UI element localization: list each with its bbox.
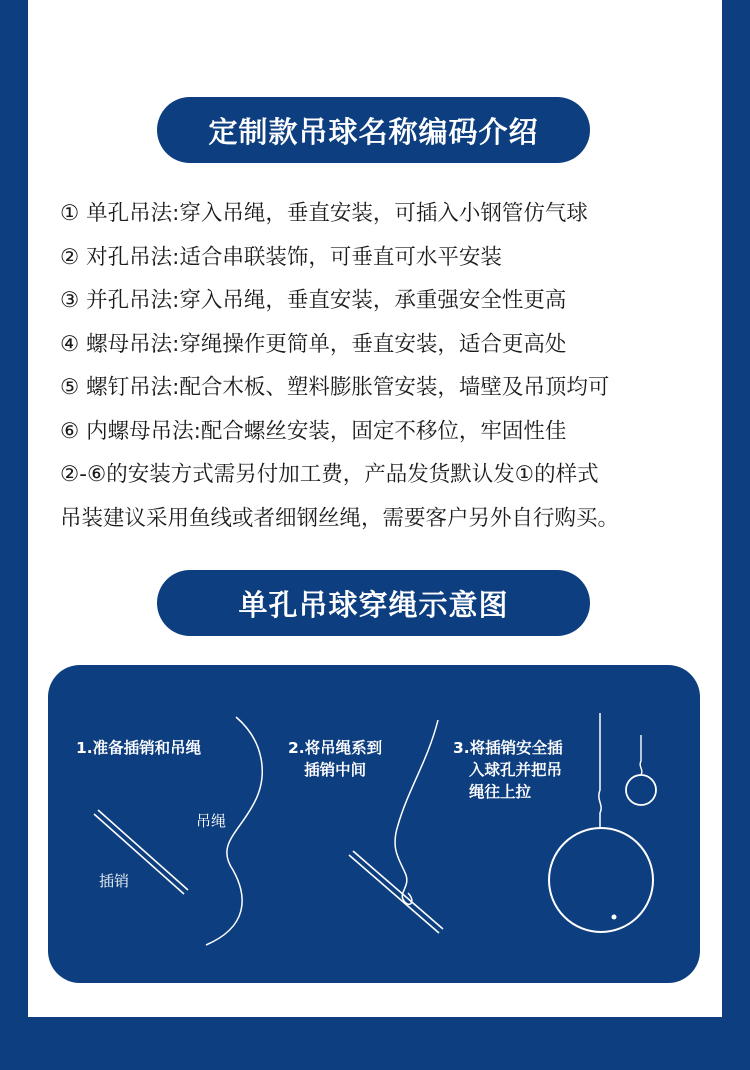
step-1-line: 1.准备插销和吊绳 bbox=[76, 739, 202, 757]
list-item: 吊装建议采用鱼线或者细钢丝绳，需要客户另外自行购买。 bbox=[60, 505, 620, 531]
step-3-line: 入球孔并把吊 bbox=[469, 761, 563, 779]
list-item: ⑥ 内螺母吊法:配合螺丝安装，固定不移位，牢固性佳 bbox=[60, 418, 567, 444]
ball-icon bbox=[549, 828, 653, 932]
step-1-text bbox=[76, 737, 201, 759]
step-2-line: 插销中间 bbox=[304, 761, 367, 779]
list-item: ④ 螺母吊法:穿绳操作更简单，垂直安装，适合更高处 bbox=[60, 331, 567, 357]
method-list bbox=[60, 192, 710, 540]
ball-rope-icon bbox=[599, 713, 601, 828]
tied-rope-icon bbox=[395, 720, 438, 904]
ball-hole-icon bbox=[612, 915, 617, 920]
rope-icon bbox=[206, 717, 262, 945]
section-title-naming-code: 定制款吊球名称编码介绍 bbox=[157, 97, 590, 163]
step-3-text bbox=[453, 737, 563, 803]
diagram-illustration bbox=[48, 665, 700, 983]
step-3-line: 绳往上拉 bbox=[469, 783, 532, 801]
list-item: ②-⑥的安装方式需另付加工费，产品发货默认发①的样式 bbox=[60, 462, 599, 487]
step-3-line: 3.将插销安全插 bbox=[453, 739, 563, 757]
list-item: ⑤ 螺钉吊法:配合木板、塑料膨胀管安装，墙壁及吊顶均可 bbox=[60, 375, 610, 400]
list-item: ② 对孔吊法:适合串联装饰，可垂直可水平安装 bbox=[60, 244, 502, 270]
threading-diagram bbox=[48, 665, 700, 983]
list-item: ① 单孔吊法:穿入吊绳，垂直安装，可插入小钢管仿气球 bbox=[60, 201, 588, 226]
section-title-threading-diagram: 单孔吊球穿绳示意图 bbox=[157, 570, 590, 636]
pin-with-rope-icon bbox=[349, 851, 443, 933]
rope-label: 吊绳 bbox=[196, 812, 227, 830]
step-2-line: 2.将吊绳系到 bbox=[288, 739, 383, 757]
small-ball-rope-icon bbox=[640, 735, 642, 775]
small-ball-icon bbox=[626, 775, 656, 805]
step-2-text bbox=[288, 737, 382, 781]
list-item: ③ 并孔吊法:穿入吊绳，垂直安装，承重强安全性更高 bbox=[60, 288, 567, 313]
pin-label: 插销 bbox=[99, 872, 130, 890]
